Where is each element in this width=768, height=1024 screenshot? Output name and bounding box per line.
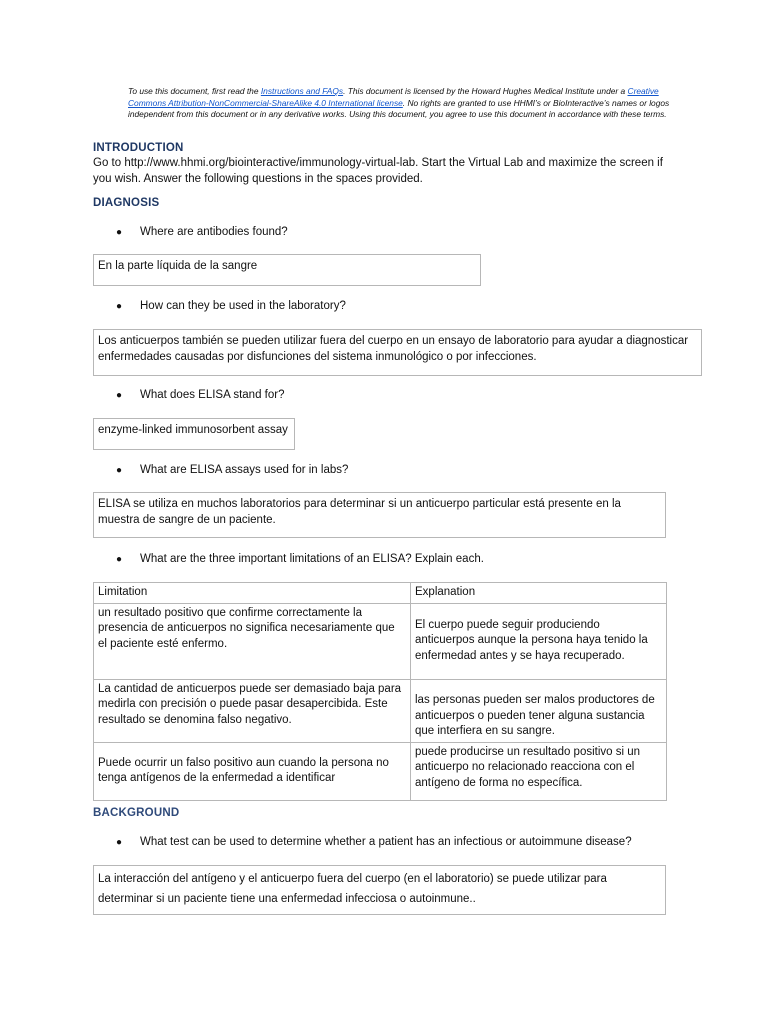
question-text: What test can be used to determine whether a patient has an infectious or autoimmune disease? xyxy=(140,836,632,848)
diagnosis-heading: DIAGNOSIS xyxy=(93,197,160,209)
answer-box-elisa-use[interactable]: ELISA se utiliza en muchos laboratorios para determinar si un anticuerpo particular está presente en la muestra de sangre de un paciente. xyxy=(93,492,666,538)
question-elisa-use xyxy=(116,464,348,476)
bullet-icon: ● xyxy=(116,464,123,476)
license-text-2: . This document is licensed by the Howard Hughes Medical Institute under a xyxy=(343,86,628,96)
cell-explanation-3[interactable]: puede producirse un resultado positivo si un anticuerpo no relacionado reacciona con el antígeno de forma no específica. xyxy=(411,742,667,800)
bullet-icon: ● xyxy=(116,300,123,312)
cell-limitation-3[interactable]: Puede ocurrir un falso positivo aun cuando la persona no tenga antígenos de la enfermedad a identificar xyxy=(94,742,411,800)
instructions-faqs-link[interactable]: Instructions and FAQs xyxy=(260,86,344,96)
introduction-text: Go to http://www.hhmi.org/biointeractive/immunology-virtual-lab. Start the Virtual Lab and maximize the screen if you wish. Answer the following questions in the spaces provided. xyxy=(93,157,663,185)
license-notice xyxy=(128,86,673,121)
question-elisa-limitations xyxy=(116,553,484,565)
question-text: What are the three important limitations of an ELISA? Explain each. xyxy=(140,553,484,565)
question-laboratory-use xyxy=(116,300,346,312)
question-text: What does ELISA stand for? xyxy=(140,389,285,401)
license-text-1: To use this document, first read the xyxy=(128,86,261,96)
answer-box-elisa-meaning[interactable]: enzyme-linked immunosorbent assay xyxy=(93,418,295,450)
question-text: How can they be used in the laboratory? xyxy=(140,300,346,312)
header-explanation: Explanation xyxy=(411,583,667,604)
question-elisa-meaning xyxy=(116,389,284,401)
table-row xyxy=(94,742,667,800)
question-antibodies-found xyxy=(116,226,288,238)
question-text: What are ELISA assays used for in labs? xyxy=(140,464,349,476)
bullet-icon: ● xyxy=(116,389,123,401)
table-header-row xyxy=(94,583,667,604)
bullet-icon: ● xyxy=(116,226,123,238)
answer-box-laboratory-use[interactable]: Los anticuerpos también se pueden utilizar fuera del cuerpo en un ensayo de laboratorio para ayudar a diagnosticar enfermedades causadas por disfunciones del sistema inmunológico o por infecciones. xyxy=(93,329,702,376)
question-text: Where are antibodies found? xyxy=(140,226,288,238)
background-heading: BACKGROUND xyxy=(93,807,180,819)
table-row xyxy=(94,679,667,742)
bullet-icon: ● xyxy=(116,553,123,565)
table-row xyxy=(94,603,667,679)
header-limitation: Limitation xyxy=(94,583,411,604)
license-text-3: . No rights are granted to use HHMI’s or BioInteractive’s names or logos independent from this document or in any derivative works. Using this document, you agree to use this document in accordance with these terms. xyxy=(128,97,670,119)
creative-commons-link[interactable]: Creative Commons Attribution-NonCommercial-ShareAlike 4.0 International license xyxy=(128,86,659,108)
question-test-type xyxy=(116,836,632,848)
cell-explanation-2[interactable]: las personas pueden ser malos productores de anticuerpos o pueden tener alguna sustancia que interfiera en su sangre. xyxy=(411,679,667,742)
cell-limitation-2[interactable]: La cantidad de anticuerpos puede ser demasiado baja para medirla con precisión o puede pasar desapercibida. Este resultado se denomina falso negativo. xyxy=(94,679,411,742)
cell-limitation-1[interactable]: un resultado positivo que confirme correctamente la presencia de anticuerpos no significa necesariamente que el paciente esté enfermo. xyxy=(94,603,411,679)
cell-explanation-1[interactable]: El cuerpo puede seguir produciendo anticuerpos aunque la persona haya tenido la enfermedad antes y se haya recuperado. xyxy=(411,603,667,679)
limitations-table xyxy=(93,582,667,801)
bullet-icon: ● xyxy=(116,836,123,848)
answer-box-antibodies-found[interactable]: En la parte líquida de la sangre xyxy=(93,254,481,286)
introduction-heading: INTRODUCTION xyxy=(93,142,184,154)
answer-box-test-type[interactable]: La interacción del antígeno y el anticuerpo fuera del cuerpo (en el laboratorio) se puede utilizar para determinar si un paciente tiene una enfermedad infecciosa o autoinmune.. xyxy=(93,865,666,915)
